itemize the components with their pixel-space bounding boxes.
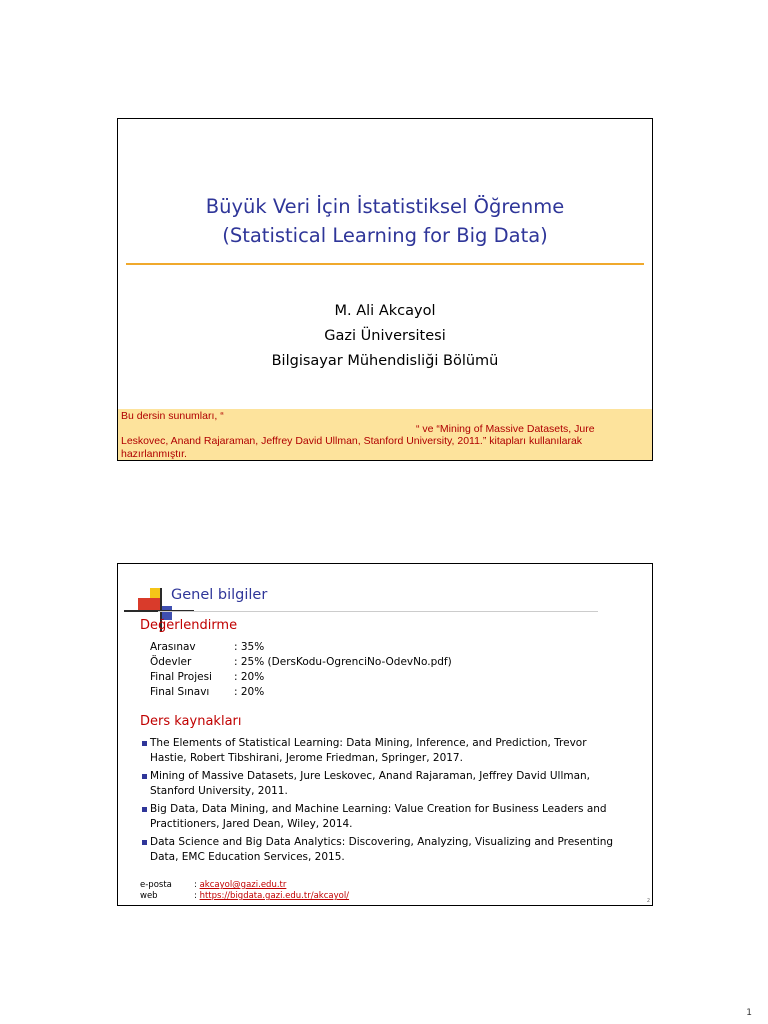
list-item bbox=[142, 802, 642, 832]
grading-label: Arasınav bbox=[150, 641, 196, 653]
reference-line: Hastie, Robert Tibshirani, Jerome Friedman, Springer, 2017. bbox=[150, 752, 463, 764]
list-item bbox=[142, 769, 642, 799]
info-slide bbox=[117, 563, 653, 906]
grading-value: : 20% bbox=[234, 671, 265, 683]
web-link[interactable]: https://bigdata.gazi.edu.tr/akcayol/ bbox=[199, 891, 350, 901]
title-underline bbox=[158, 611, 598, 612]
section-heading-grading: Değerlendirme bbox=[140, 618, 238, 633]
grading-label: Final Projesi bbox=[150, 671, 212, 683]
square-bullet-icon bbox=[142, 802, 150, 832]
page-number: 1 bbox=[746, 1008, 752, 1018]
grading-value: : 35% bbox=[234, 641, 265, 653]
slide-title: Genel bilgiler bbox=[171, 587, 268, 603]
grading-value: : 20% bbox=[234, 686, 265, 698]
list-item bbox=[142, 835, 642, 865]
grading-row bbox=[150, 640, 452, 655]
note-line-1: Bu dersin sunumları, “ bbox=[121, 410, 224, 422]
grading-row bbox=[150, 655, 452, 670]
reference-line: The Elements of Statistical Learning: Data Mining, Inference, and Prediction, Trevor bbox=[150, 737, 587, 749]
note-line-3: Leskovec, Anand Rajaraman, Jeffrey David Ullman, Stanford University, 2011.” kitapları kullanılarak bbox=[121, 435, 583, 447]
slide-number: 2 bbox=[646, 898, 650, 904]
square-bullet-icon bbox=[142, 835, 150, 865]
contact-info bbox=[140, 880, 349, 902]
reference-line: Stanford University, 2011. bbox=[150, 785, 288, 797]
reference-list bbox=[142, 736, 642, 868]
title-slide bbox=[117, 118, 653, 461]
list-item bbox=[142, 736, 642, 766]
author-name: M. Ali Akcayol bbox=[334, 303, 436, 319]
department-name: Bilgisayar Mühendisliği Bölümü bbox=[271, 353, 499, 369]
contact-row-web bbox=[140, 891, 349, 902]
slide-title bbox=[118, 192, 652, 250]
grading-list bbox=[150, 640, 452, 700]
contact-label: web bbox=[140, 891, 158, 901]
title-line-turkish: Büyük Veri İçin İstatistiksel Öğrenme bbox=[205, 195, 565, 218]
grading-row bbox=[150, 685, 452, 700]
note-line-4: hazırlanmıştır. bbox=[121, 447, 187, 460]
section-heading-references: Ders kaynakları bbox=[140, 714, 242, 729]
note-line-2: “ ve “Mining of Massive Datasets, Jure bbox=[416, 422, 595, 435]
square-bullet-icon bbox=[142, 736, 150, 766]
email-link[interactable]: akcayol@gazi.edu.tr bbox=[199, 880, 287, 890]
grading-row bbox=[150, 670, 452, 685]
author-block bbox=[118, 299, 652, 374]
reference-line: Practitioners, Jared Dean, Wiley, 2014. bbox=[150, 818, 353, 830]
contact-separator: : bbox=[194, 880, 197, 890]
reference-line: Data Science and Big Data Analytics: Discovering, Analyzing, Visualizing and Presenting bbox=[150, 836, 614, 848]
title-divider bbox=[126, 263, 644, 265]
reference-line: Mining of Massive Datasets, Jure Leskovec, Anand Rajaraman, Jeffrey David Ullman, bbox=[150, 770, 591, 782]
grading-label: Final Sınavı bbox=[150, 686, 210, 698]
university-name: Gazi Üniversitesi bbox=[324, 328, 446, 344]
square-bullet-icon bbox=[142, 769, 150, 799]
contact-separator: : bbox=[194, 891, 197, 901]
reference-line: Data, EMC Education Services, 2015. bbox=[150, 851, 345, 863]
contact-row-email bbox=[140, 880, 349, 891]
title-line-english: (Statistical Learning for Big Data) bbox=[222, 224, 548, 247]
source-note bbox=[118, 409, 652, 460]
grading-value: : 25% (DersKodu-OgrenciNo-OdevNo.pdf) bbox=[234, 656, 452, 668]
contact-label: e-posta bbox=[140, 880, 172, 890]
grading-label: Ödevler bbox=[150, 656, 192, 668]
reference-line: Big Data, Data Mining, and Machine Learning: Value Creation for Business Leaders and bbox=[150, 803, 607, 815]
